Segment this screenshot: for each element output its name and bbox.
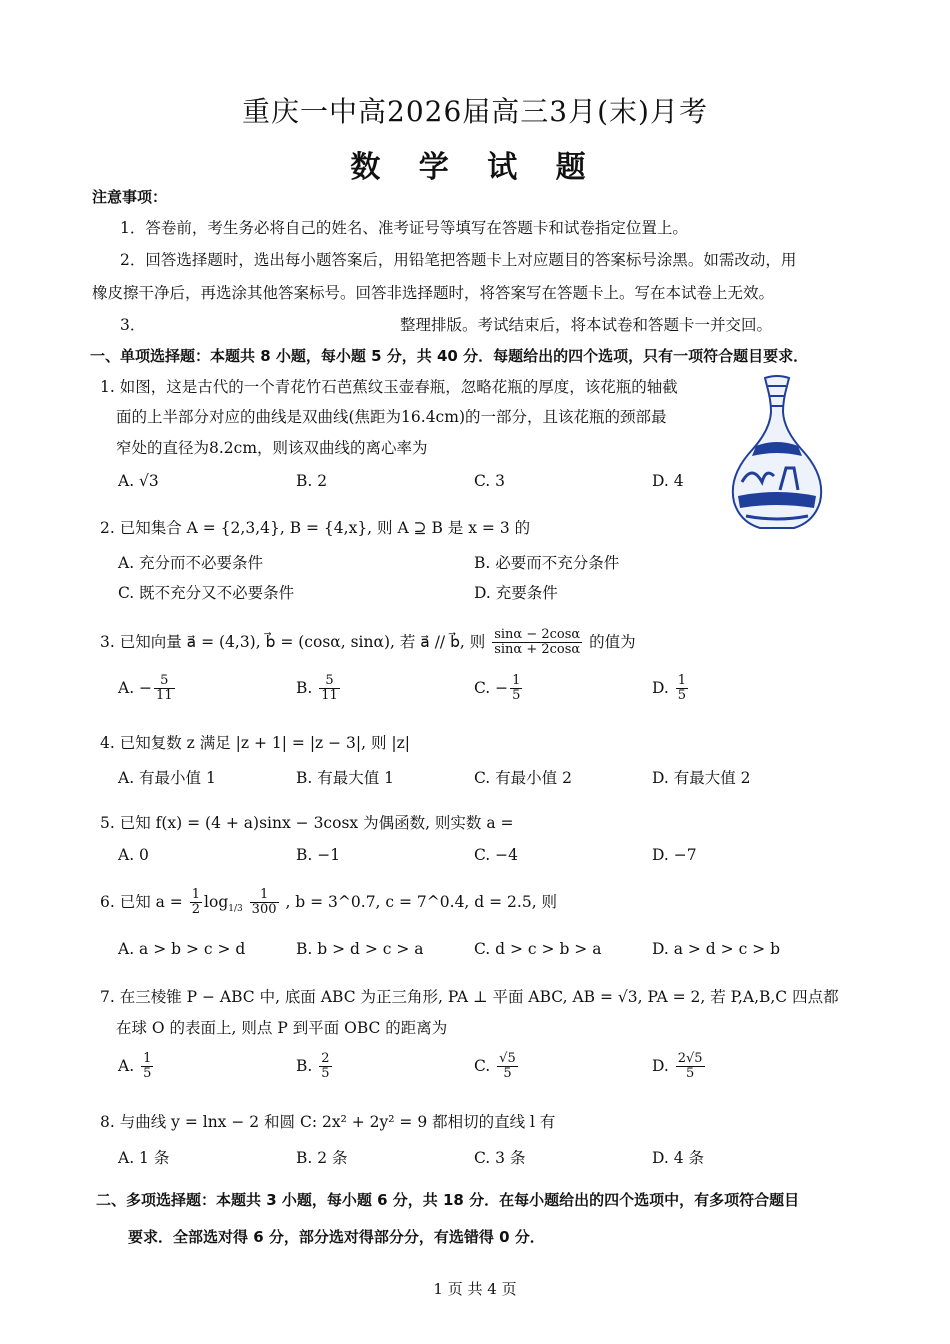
subject-title: 数 学 试 题 — [350, 150, 600, 185]
q7-option-c-num: √5 — [499, 1051, 516, 1066]
q4-option-d: D. 有最大值 2 — [652, 769, 751, 787]
q3-option-b-num: 5 — [319, 674, 340, 689]
q5-option-b: B. −1 — [296, 846, 341, 864]
q7-option-d-den: 5 — [686, 1066, 695, 1082]
q1-option-c: C. 3 — [474, 472, 506, 490]
q5-option-d: D. −7 — [652, 846, 697, 864]
q3-option-c-num: 1 — [512, 673, 521, 688]
q3-stem-text: 3. 已知向量 a⃗ = (4,3), b⃗ = (cosα, sinα), 若 a⃗ // b⃗, 则 — [100, 632, 486, 651]
q6-option-c: C. d > c > b > a — [474, 940, 602, 958]
q3-fraction — [492, 628, 582, 658]
q1-option-d: D. 4 — [652, 472, 684, 490]
q2-option-c: C. 既不充分又不必要条件 — [118, 584, 295, 602]
notice-item-3-text: 整理排版。考试结束后，将本试卷和答题卡一并交回。 — [400, 316, 773, 334]
q7-option-b-den: 5 — [321, 1066, 330, 1082]
q1-option-a: A. √3 — [118, 472, 159, 490]
q4-option-a: A. 有最小值 1 — [118, 769, 216, 787]
q3-option-a — [118, 674, 177, 704]
section2-heading-line1: 二、多项选择题：本题共 3 小题，每小题 6 分，共 18 分．在每小题给出的四个选项中，有多项符合题目 — [96, 1191, 800, 1209]
page-footer: 1 页 共 4 页 — [433, 1280, 517, 1298]
q8-option-d: D. 4 条 — [652, 1149, 705, 1167]
q7-option-c-den: 5 — [503, 1066, 512, 1082]
q4-option-b: B. 有最大值 1 — [296, 769, 395, 787]
section2-heading-line2: 要求．全部选对得 6 分，部分选对得部分分，有选错得 0 分． — [128, 1228, 545, 1246]
q7-line1: 7. 在三棱锥 P − ABC 中, 底面 ABC 为正三角形, PA ⊥ 平面 ABC, AB = √3, PA = 2, 若 P,A,B,C 四点都 — [100, 988, 839, 1006]
q5-stem: 5. 已知 f(x) = (4 + a)sinx − 3cosx 为偶函数, 则实数 a = — [100, 814, 514, 832]
q2-option-d: D. 充要条件 — [474, 584, 558, 602]
notice-item-2a: 2．回答选择题时，选出每小题答案后，用铅笔把答题卡上对应题目的答案标号涂黑。如需改动，用 — [120, 251, 797, 269]
q1-line3: 窄处的直径为8.2cm，则该双曲线的离心率为 — [116, 439, 428, 457]
q3-fraction-denominator: sinα + 2cosα — [494, 642, 581, 658]
q8-option-c: C. 3 条 — [474, 1149, 526, 1167]
q6-half-den: 2 — [191, 902, 201, 918]
q2-stem: 2. 已知集合 A = {2,3,4}, B = {4,x}, 则 A ⊇ B 是 x = 3 的 — [100, 519, 531, 537]
q3-option-d — [652, 674, 690, 704]
q7-option-b-num: 2 — [321, 1051, 330, 1066]
q7-option-a-den: 5 — [143, 1066, 152, 1082]
notice-item-3-num: 3． — [120, 316, 146, 334]
q3-stem-tail: 的值为 — [589, 632, 636, 651]
q5-option-a: A. 0 — [118, 846, 149, 864]
q7-line2: 在球 O 的表面上, 则点 P 到平面 OBC 的距离为 — [116, 1019, 448, 1037]
q3-option-b-den: 11 — [321, 688, 338, 704]
q7-option-a — [118, 1052, 155, 1082]
q8-option-b: B. 2 条 — [296, 1149, 348, 1167]
q3-option-b-prefix: B. — [296, 678, 313, 697]
q4-option-c: C. 有最小值 2 — [474, 769, 572, 787]
q2-option-a: A. 充分而不必要条件 — [118, 554, 264, 572]
q3-option-c-den: 5 — [512, 688, 521, 704]
q3-option-d-prefix: D. — [652, 678, 669, 697]
q1-option-b: B. 2 — [296, 472, 328, 490]
q3-fraction-numerator: sinα − 2cosα — [494, 627, 581, 642]
exam-title: 重庆一中高2026届高三3月(末)月考 — [242, 95, 708, 128]
q1-line2: 面的上半部分对应的曲线是双曲线(焦距为16.4cm)的一部分，且该花瓶的颈部最 — [116, 408, 667, 426]
notice-heading: 注意事项： — [92, 188, 168, 206]
q3-option-d-den: 5 — [677, 688, 687, 704]
q3-option-a-den: 11 — [156, 688, 173, 704]
vase-icon — [722, 372, 832, 532]
q6-option-d: D. a > d > c > b — [652, 940, 781, 958]
q6-stem — [100, 888, 557, 918]
q6-half-num: 1 — [191, 887, 201, 902]
q7-option-c-prefix: C. — [474, 1056, 491, 1075]
q6-arg-den: 300 — [251, 902, 277, 918]
q7-option-c — [474, 1052, 520, 1082]
q8-stem: 8. 与曲线 y = lnx − 2 和圆 C: 2x² + 2y² = 9 都相切的直线 l 有 — [100, 1113, 556, 1131]
q6-option-b: B. b > d > c > a — [296, 940, 424, 958]
q3-stem — [100, 628, 636, 658]
q7-option-a-prefix: A. — [118, 1056, 135, 1075]
q3-option-c-prefix: C. − — [474, 678, 509, 697]
q7-option-d-num: 2√5 — [677, 1051, 703, 1066]
section1-heading: 一、单项选择题：本题共 8 小题，每小题 5 分，共 40 分．每题给出的四个选项，只有一项符合题目要求． — [90, 347, 809, 365]
q6-log: log — [204, 892, 229, 911]
q2-option-b: B. 必要而不充分条件 — [474, 554, 620, 572]
q6-option-a: A. a > b > c > d — [118, 940, 246, 958]
q7-option-a-num: 1 — [143, 1051, 152, 1066]
q3-option-c — [474, 674, 524, 704]
q6-arg-num: 1 — [250, 888, 279, 903]
q3-option-a-prefix: A. − — [118, 678, 153, 697]
q7-option-b-prefix: B. — [296, 1056, 313, 1075]
q6-stem-post: , b = 3^0.7, c = 7^0.4, d = 2.5, 则 — [285, 892, 558, 911]
q8-option-a: A. 1 条 — [118, 1149, 170, 1167]
q7-option-b — [296, 1052, 334, 1082]
q3-option-a-num: 5 — [154, 674, 175, 689]
notice-item-1: 1．答卷前，考生务必将自己的姓名、准考证号等填写在答题卡和试卷指定位置上。 — [120, 219, 688, 237]
q7-option-d — [652, 1052, 707, 1082]
q5-option-c: C. −4 — [474, 846, 519, 864]
q7-option-d-prefix: D. — [652, 1056, 669, 1075]
q1-line1: 1. 如图，这是古代的一个青花竹石芭蕉纹玉壶春瓶，忽略花瓶的厚度，该花瓶的轴截 — [100, 378, 678, 396]
q6-stem-pre: 6. 已知 a = — [100, 892, 183, 911]
q4-stem: 4. 已知复数 z 满足 |z + 1| = |z − 3|, 则 |z| — [100, 734, 411, 752]
q3-option-b — [296, 674, 342, 704]
notice-item-2b: 橡皮擦干净后，再选涂其他答案标号。回答非选择题时，将答案写在答题卡上。写在本试卷上无效。 — [92, 284, 775, 302]
q6-log-base: 1/3 — [228, 903, 243, 914]
q3-option-d-num: 1 — [677, 673, 687, 688]
